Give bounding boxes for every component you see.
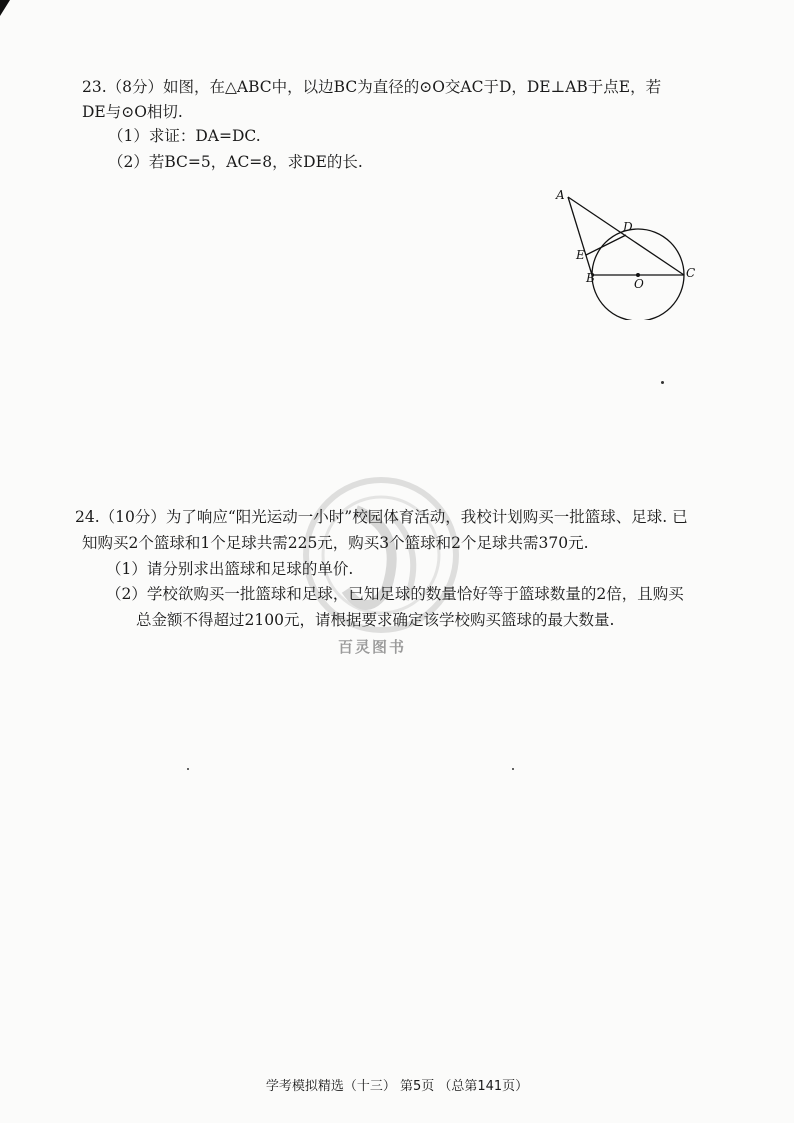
label-d: D bbox=[623, 220, 633, 234]
q24-part2-line1: （2）学校欲购买一批篮球和足球，已知足球的数量恰好等于篮球数量的2倍，且购买 bbox=[106, 585, 684, 603]
label-a: A bbox=[556, 188, 565, 202]
q24-line1: 24.（10分）为了响应“阳光运动一小时”校园体育活动，我校计划购买一批篮球、足球. 已 bbox=[75, 508, 688, 526]
label-o: O bbox=[634, 277, 644, 291]
label-b: B bbox=[586, 271, 595, 285]
segment-ab bbox=[568, 197, 592, 275]
scan-speck bbox=[512, 768, 514, 770]
q23-part1: （1）求证：DA=DC. bbox=[108, 127, 261, 145]
q24-line2: 知购买2个篮球和1个足球共需225元，购买3个篮球和2个足球共需370元. bbox=[82, 534, 589, 552]
geometry-figure bbox=[548, 185, 708, 320]
q23-line2: DE与⊙O相切. bbox=[82, 103, 183, 121]
segment-ac bbox=[568, 197, 684, 275]
q23-line1: 23.（8分）如图，在△ABC中，以边BC为直径的⊙O交AC于D，DE⊥AB于点E，若 bbox=[82, 78, 662, 96]
scan-speck bbox=[661, 381, 664, 384]
label-c: C bbox=[686, 266, 696, 280]
q24-part2-line2: 总金额不得超过2100元，请根据要求确定该学校购买篮球的最大数量. bbox=[136, 611, 615, 629]
label-e: E bbox=[576, 248, 585, 262]
q24-part1: （1）请分别求出篮球和足球的单价. bbox=[106, 560, 354, 578]
watermark-text: 百灵图书 bbox=[338, 638, 407, 656]
scan-speck bbox=[187, 768, 189, 770]
corner-mark bbox=[0, 0, 10, 16]
page-footer: 学考模拟精选（十三） 第5页 （总第141页） bbox=[265, 1079, 529, 1094]
segment-de bbox=[586, 235, 626, 255]
q23-part2: （2）若BC=5，AC=8，求DE的长. bbox=[108, 153, 363, 171]
